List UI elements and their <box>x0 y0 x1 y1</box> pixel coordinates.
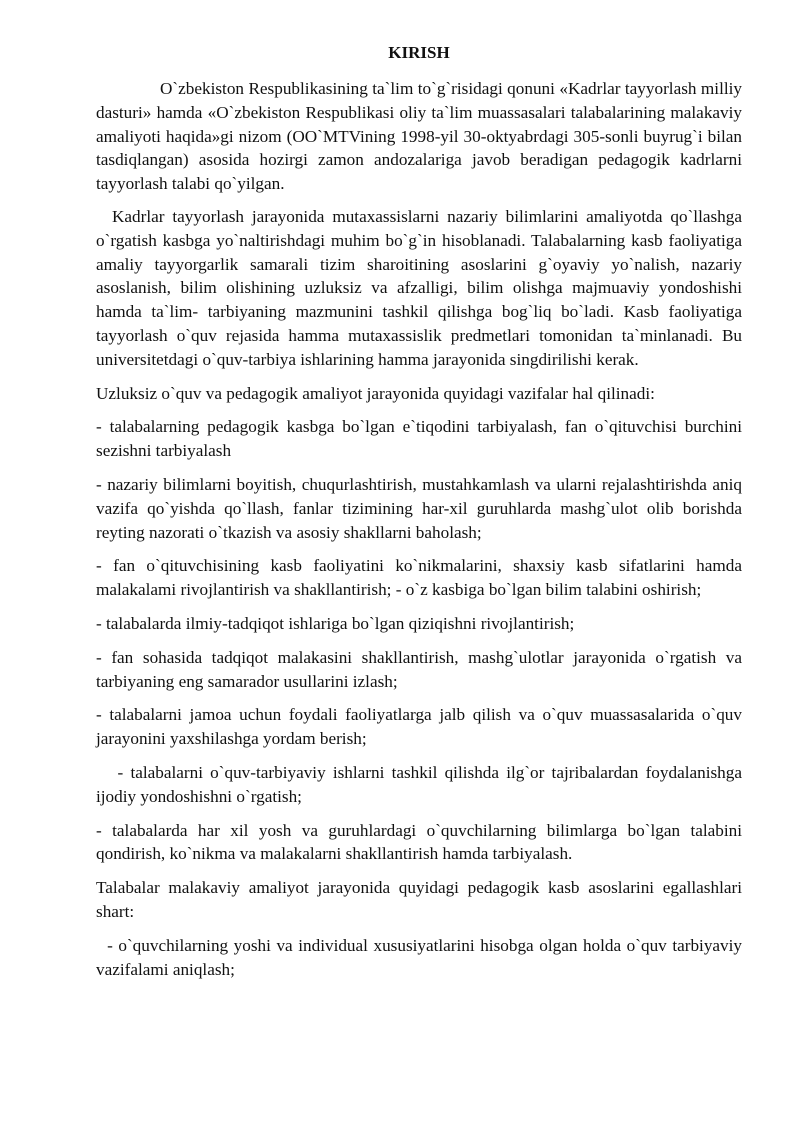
list-item: - o`quvchilarning yoshi va individual xususiyatlarini hisobga olgan holda o`quv tarbiyaviy vazifalami aniqlash; <box>96 935 747 979</box>
document-page <box>96 42 747 991</box>
list-item: - talabalarda har xil yosh va guruhlardagi o`quvchilarning bilimlarga bo`lgan talabini qondirish, ko`nikma va malakalarni shakllantirish hamda tarbiyalash. <box>96 820 742 864</box>
list-item: - fan o`qituvchisining kasb faoliyatini ko`nikmalarini, shaxsiy kasb sifatlarini hamda malakalami rivojlantirish va shakllantirish; - o`z kasbiga bo`lgan bilim talabini oshirish; <box>96 556 742 600</box>
list-item: - talabalarni o`quv-tarbiyaviy ishlarni tashkil qilishda ilg`or tajribalardan foydalanishga ijodiy yondoshishni o`rgatish; <box>96 762 747 806</box>
paragraph-tasks-intro: Uzluksiz o`quv va pedagogik amaliyot jarayonida quyidagi vazifalar hal qilinadi: <box>96 383 655 403</box>
list-item: - talabalarning pedagogik kasbga bo`lgan e`tiqodini tarbiyalash, fan o`qituvchisi burchini sezishni tarbiyalash <box>96 417 742 461</box>
list-item: - talabalarni jamoa uchun foydali faoliyatlarga jalb qilish va o`quv muassasalarida o`quv jarayonini yaxshilashga yordam berish; <box>96 705 742 749</box>
paragraph-intro: O`zbekiston Respublikasining ta`lim to`g`risidagi qonuni «Kadrlar tayyorlash milliy dasturi» hamda «O`zbekiston Respublikasi oliy ta`lim muassasalari talabalarining malakaviy amaliyoti haqida»gi nizom (OO`MTVining 1998-yil 30-oktyabrdagi 305-sonli buyrug`i bilan tasdiqlangan) asosida hozirgi zamon andozalariga javob beradigan pedagogik kadrlarni tayyorlash talabi qo`yilgan. <box>96 79 742 194</box>
paragraph-requirements-intro: Talabalar malakaviy amaliyot jarayonida quyidagi pedagogik kasb asoslarini egallashlari shart: <box>96 878 742 921</box>
list-item: - nazariy bilimlarni boyitish, chuqurlashtirish, mustahkamlash va ularni rejalashtirishda aniq vazifa qo`yishda qo`llash, fanlar tizimining har-xil guruhlarda mashg`ulot olib borishda reyting nazorati o`tkazish va asosiy shakllarni baholash; <box>96 474 742 542</box>
list-item: - talabalarda ilmiy-tadqiqot ishlariga bo`lgan qiziqishni rivojlantirish; <box>96 613 575 633</box>
paragraph-training: Kadrlar tayyorlash jarayonida mutaxassislarni nazariy bilimlarini amaliyotda qo`llashga o`rgatish kasbga yo`naltirishdagi muhim bo`g`in hisoblanadi. Talabalarning kasb faoliyatiga amaliy tayyorgarlik samarali tizim sharoitining asoslarini g`oyaviy yo`nalish, nazariy asoslanish, bilim olishining uzluksiz va afzalligi, bilim olishga majmuaviy yondoshishi hamda ta`lim- tarbiyaning mazmunini tashkil qilishga bog`liq bo`ladi. Kasb faoliyatiga tayyorlash o`quv rejasida hamma mutaxassislik predmetlari tomonidan ta`minlanadi. Bu universitetdagi o`quv-tarbiya ishlarining hamma jarayonida singdirilishi kerak. <box>96 206 742 369</box>
document-title: KIRISH <box>388 43 450 62</box>
list-item: - fan sohasida tadqiqot malakasini shakllantirish, mashg`ulotlar jarayonida o`rgatish va tarbiyaning eng samarador usullarini izlash; <box>96 647 742 691</box>
